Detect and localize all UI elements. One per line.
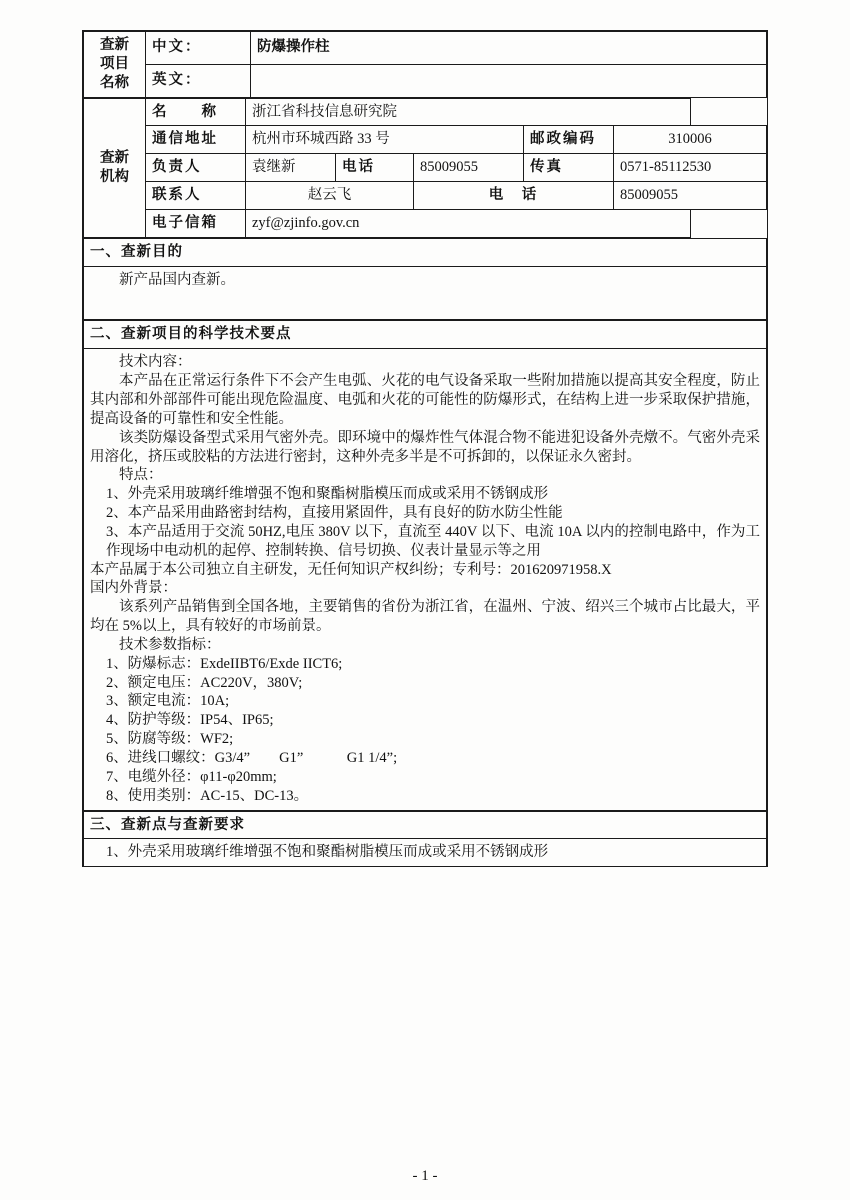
contact-value: 赵云飞: [246, 182, 414, 210]
section-2-heading: 二、查新项目的科学技术要点: [84, 321, 767, 349]
chinese-name-label: 中文：: [146, 32, 251, 65]
page-number: - 1 -: [412, 1168, 438, 1184]
list-item: 3、本产品适用于交流 50HZ,电压 380V 以下，直流至 440V 以下、电流 10A 以内的控制电路中，作为工作现场中电动机的起停、控制转换、信号切换、仪表计量显示等之用: [105, 523, 760, 559]
email-label: 电子信箱: [146, 209, 246, 237]
list-item: 6、进线口螺纹：G3/4” G1” G1 1/4”;: [105, 750, 398, 766]
table-row: [84, 98, 767, 126]
table-row: [84, 64, 767, 97]
org-name-label: 名 称: [146, 98, 246, 126]
section-1-table: [83, 238, 767, 321]
ip-statement: 本产品属于本公司独立自主研发，无任何知识产权纠纷；专利号：201620971958.X: [90, 561, 612, 578]
table-row: [84, 32, 767, 65]
english-name-value: [251, 64, 767, 97]
list-item: 8、使用类别：AC-15、DC-13。: [105, 787, 309, 804]
list-item: 1、外壳采用玻璃纤维增强不饱和聚酯树脂模压而成或采用不锈钢成形: [105, 844, 549, 861]
table-row: [84, 321, 767, 349]
section-3-body: [84, 839, 767, 867]
table-row: [84, 349, 767, 810]
org-address-label: 通信地址: [146, 126, 246, 154]
list-item: 3、额定电流：10A;: [105, 693, 230, 710]
table-row: [84, 154, 767, 182]
section-2-body: [84, 349, 767, 810]
form-document: [82, 30, 768, 867]
table-row: [84, 209, 767, 237]
section-3-table: [83, 811, 767, 868]
table-row: [84, 238, 767, 266]
paragraph: 本产品在正常运行条件下不会产生电弧、火花的电气设备采取一些附加措施以提高其安全程度，防止其内部和外部部件可能出现危险温度、电弧和火花的可能性的防爆形式，在结构上进一步采取保护措施，提高设备的可靠性和安全性能。: [90, 373, 760, 427]
org-address-value: 杭州市环城西路 33 号: [246, 126, 524, 154]
leader-label: 负责人: [146, 154, 246, 182]
table-row: [84, 839, 767, 867]
background-paragraph: 该系列产品销售到全国各地，主要销售的省份为浙江省，在温州、宁波、绍兴三个城市占比最大，平均在 5%以上，具有较好的市场前景。: [90, 599, 760, 635]
leader-phone-value: 85009055: [414, 154, 524, 182]
tech-content-label: 技术内容：: [119, 354, 192, 371]
postcode-value: 310006: [614, 126, 767, 154]
list-item: 1、外壳采用玻璃纤维增强不饱和聚酯树脂模压而成或采用不锈钢成形: [105, 486, 549, 503]
table-row: [84, 182, 767, 210]
list-item: 4、防护等级：IP54、IP65;: [105, 712, 274, 729]
features-label: 特点：: [119, 467, 163, 484]
contact-label: 联系人: [146, 182, 246, 210]
list-item: 1、防爆标志：ExdeIIBT6/Exde IICT6;: [105, 655, 343, 672]
section-3-heading: 三、查新点与查新要求: [84, 811, 767, 839]
organization-table: [83, 98, 767, 238]
fax-label: 传真: [524, 154, 614, 182]
contact-phone-label: 电 话: [414, 182, 614, 210]
paragraph: 新产品国内查新。: [119, 271, 235, 288]
project-name-label: 查新 项目 名称: [84, 32, 146, 98]
leader-phone-label: 电话: [336, 154, 414, 182]
list-item: 7、电缆外径：φ11-φ20mm;: [105, 768, 277, 785]
project-name-table: [83, 31, 767, 98]
chinese-name-value: 防爆操作柱: [251, 32, 767, 65]
section-1-body: [84, 266, 767, 320]
params-label: 技术参数指标：: [119, 636, 221, 653]
list-item: 2、额定电压：AC220V，380V;: [105, 674, 303, 691]
background-label: 国内外背景：: [90, 580, 177, 597]
table-row: [84, 266, 767, 320]
table-row: [84, 126, 767, 154]
section-2-table: [83, 320, 767, 810]
postcode-label: 邮政编码: [524, 126, 614, 154]
english-name-label: 英文：: [146, 64, 251, 97]
organization-label: 查新 机构: [84, 98, 146, 237]
contact-phone-value: 85009055: [614, 182, 767, 210]
leader-value: 袁继新: [246, 154, 336, 182]
org-name-value: 浙江省科技信息研究院: [246, 98, 691, 126]
table-row: [84, 811, 767, 839]
email-value: zyf@zjinfo.gov.cn: [246, 209, 691, 237]
fax-value: 0571-85112530: [614, 154, 767, 182]
section-1-heading: 一、查新目的: [84, 238, 767, 266]
paragraph: 该类防爆设备型式采用气密外壳。即环境中的爆炸性气体混合物不能进犯设备外壳燉不。气密外壳采用溶化，挤压或胶粘的方法进行密封，这种外壳多半是不可拆卸的，以保证永久密封。: [90, 429, 760, 465]
list-item: 2、本产品采用曲路密封结构，直接用紧固件，具有良好的防水防尘性能: [105, 505, 563, 522]
list-item: 5、防腐等级：WF2;: [105, 731, 234, 748]
